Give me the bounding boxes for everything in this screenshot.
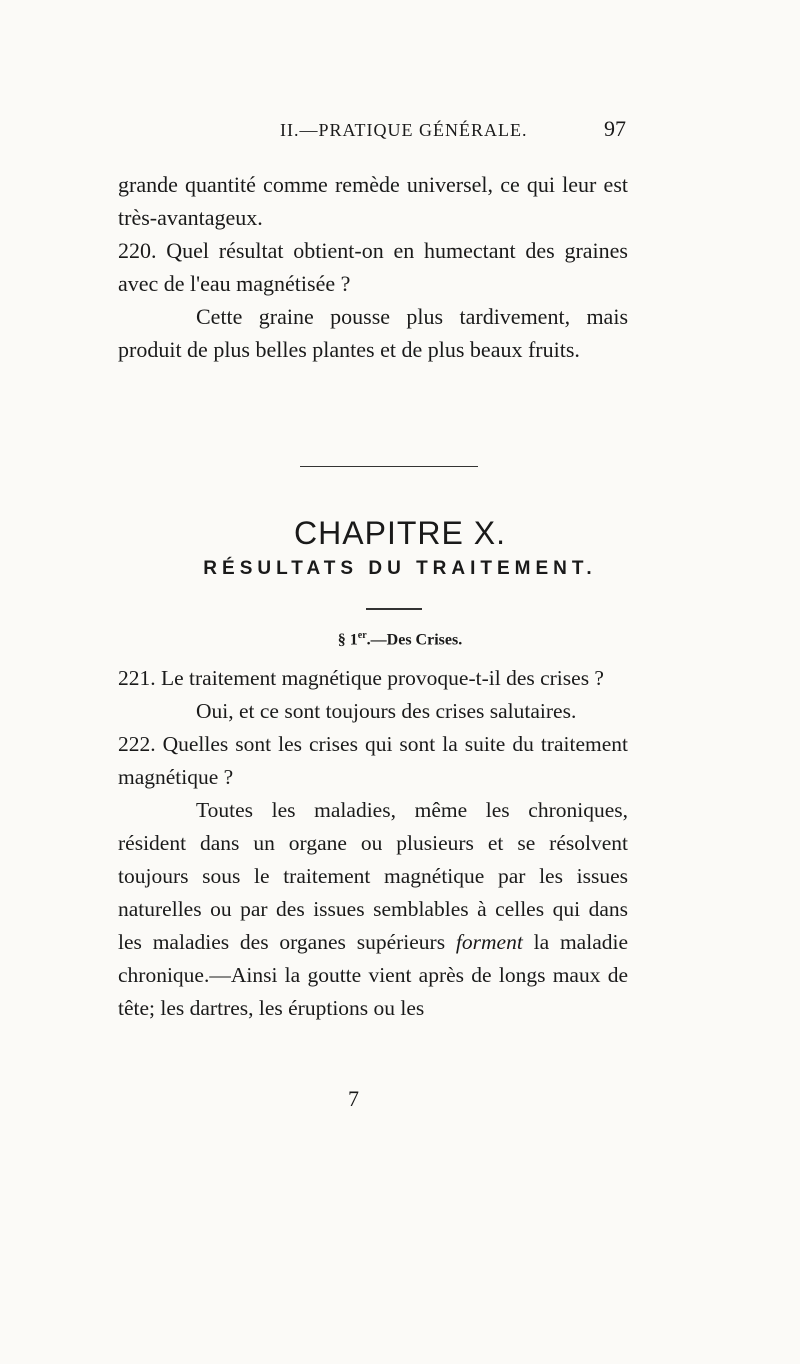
section-number: § 1 — [337, 631, 358, 649]
answer-222 — [118, 794, 628, 1025]
section-superscript: er — [357, 630, 367, 641]
answer-220: Cette graine pousse plus tardivement, mais produit de plus belles plantes et de plus beaux fruits. — [118, 304, 628, 362]
answer-222-part2: la maladie chronique.—Ainsi la goutte vient après de longs maux de tête; les dartres, les éruptions ou les — [118, 930, 629, 1020]
section-heading — [0, 630, 800, 649]
signature-mark: 7 — [348, 1086, 359, 1111]
answer-222-part1: Toutes les maladies, même les chroniques, résident dans un organe ou plusieurs et se résolvent toujours sous le traitement magnétique par les issues naturelles ou par des issues semblables à celles qui dans les maladies des organes supérieurs — [118, 798, 628, 954]
chapter-title: CHAPITRE X. — [294, 515, 506, 551]
section-title: .—Des Crises. — [366, 631, 463, 649]
section-divider — [300, 466, 478, 467]
paragraph-continuation: grande quantité comme remède universel, ce qui leur est très-avantageux. — [118, 172, 628, 230]
running-header: II.—PRATIQUE GÉNÉRALE. — [280, 120, 528, 140]
top-text — [118, 168, 628, 366]
body-text — [118, 662, 628, 1025]
chapter-rule — [366, 608, 422, 610]
answer-222-italic: forment — [455, 930, 523, 954]
question-220: 220. Quel résultat obtient-on en humectant des graines avec de l'eau magnétisée ? — [118, 238, 628, 296]
chapter-subtitle: RÉSULTATS DU TRAITEMENT. — [203, 558, 597, 579]
page-folio: 97 — [604, 116, 626, 141]
question-221: 221. Le traitement magnétique provoque-t-il des crises ? — [118, 666, 604, 690]
question-222: 222. Quelles sont les crises qui sont la suite du traitement magnétique ? — [118, 732, 628, 789]
answer-221: Oui, et ce sont toujours des crises salutaires. — [196, 699, 577, 723]
